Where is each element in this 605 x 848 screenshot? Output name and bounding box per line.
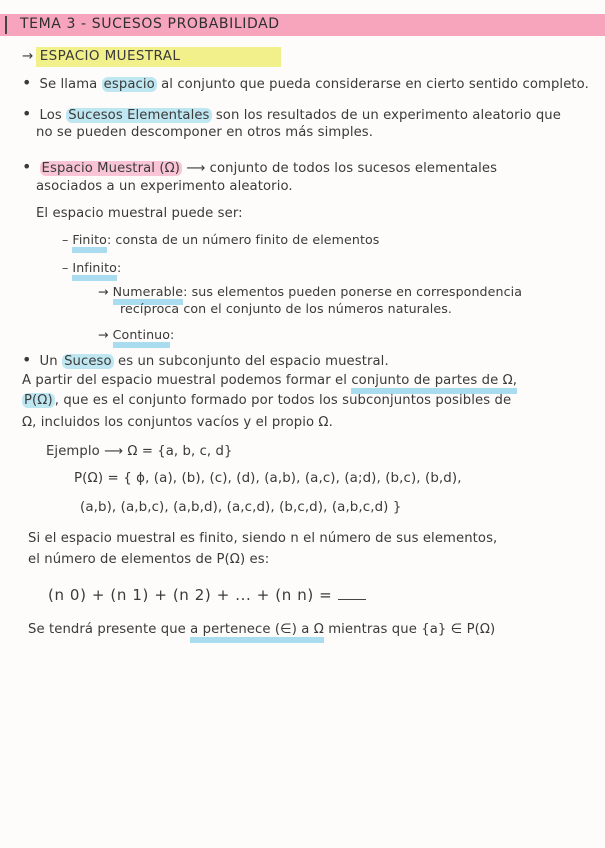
highlight-pertenece: a pertenece (∈) a Ω (190, 622, 324, 643)
line-numerable-cont: recíproca con el conjunto de los números naturales. (120, 301, 452, 316)
line-sucesos-cont: no se pueden descomponer en otros más simples. (36, 125, 374, 140)
line-ejemplo: Ejemplo ⟶ Ω = {a, b, c, d} (46, 444, 233, 459)
highlight-p-omega: P(Ω) (24, 393, 53, 408)
line-binomial-sum: (n 0) + (n 1) + (n 2) + ... + (n n) = (48, 586, 366, 604)
line-infinito: – Infinito: (62, 260, 121, 275)
page-title: TEMA 3 - SUCESOS PROBABILIDAD (20, 16, 280, 32)
arrow-icon: → (98, 327, 109, 342)
highlight-conjunto-partes: conjunto de partes de Ω, (351, 373, 517, 394)
line-espacio-def: • Se llama espacio al conjunto que pueda considerarse en cierto sentido completo. (22, 73, 589, 92)
line-numerable: → Numerable: sus elementos pueden ponerse en correspondencia (98, 284, 522, 299)
line-pertenece: Se tendrá presente que a pertenece (∈) a Ω mientras que {a} ∈ P(Ω) (28, 622, 495, 637)
line-continuo: → Continuo: (98, 327, 174, 342)
line-partes-cont2: Ω, incluidos los conjuntos vacíos y el propio Ω. (22, 415, 333, 430)
line-suceso: • Un Suceso es un subconjunto del espacio muestral. (22, 350, 389, 369)
term-numerable: Numerable (113, 284, 183, 305)
line-espacio-muestral: • Espacio Muestral (Ω) ⟶ conjunto de todos los sucesos elementales (22, 157, 498, 176)
bullet-icon: • (22, 157, 32, 176)
highlight-espacio: espacio (103, 77, 155, 92)
term-finito: Finito (72, 232, 107, 253)
bullet-icon: • (22, 104, 32, 123)
line-partes-cont: P(Ω) , que es el conjunto formado por todos los subconjuntos posibles de (24, 393, 512, 408)
line-partes: A partir del espacio muestral podemos formar el conjunto de partes de Ω, (22, 373, 517, 388)
line-numero-elementos: el número de elementos de P(Ω) es: (28, 552, 270, 567)
highlight-sucesos-elementales: Sucesos Elementales (68, 108, 210, 123)
highlight-suceso: Suceso (64, 354, 112, 369)
line-power-set-1: P(Ω) = { ϕ, (a), (b), (c), (d), (a,b), (a,c), (a;d), (b,c), (b,d), (74, 471, 462, 486)
bullet-icon: • (22, 350, 32, 369)
section-heading-text: ESPACIO MUESTRAL (39, 48, 181, 64)
arrow-icon: → (98, 284, 109, 299)
line-power-set-2: (a,b), (a,b,c), (a,b,d), (a,c,d), (b,c,d), (a,b,c,d) } (80, 500, 402, 515)
term-infinito: Infinito (72, 260, 117, 281)
line-espacio-muestral-cont: asociados a un experimento aleatorio. (36, 179, 293, 194)
line-puede-ser: El espacio muestral puede ser: (36, 206, 243, 221)
section-heading (22, 48, 180, 64)
line-finito: – Finito: consta de un número finito de elementos (62, 232, 379, 247)
bullet-icon: • (22, 73, 32, 92)
highlight-espacio-muestral: Espacio Muestral (Ω) (41, 161, 180, 176)
answer-blank (338, 587, 366, 600)
title-marker (5, 16, 7, 34)
line-si-finito: Si el espacio muestral es finito, siendo n el número de sus elementos, (28, 531, 498, 546)
arrow-icon: → (22, 48, 34, 64)
line-sucesos-elementales: • Los Sucesos Elementales son los resultados de un experimento aleatorio que (22, 104, 561, 123)
term-continuo: Continuo (113, 327, 170, 348)
